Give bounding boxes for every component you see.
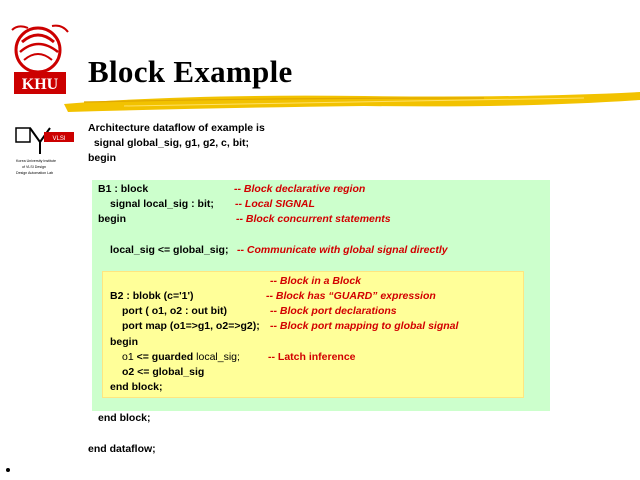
signal-line: signal global_sig, g1, g2, c, bit; bbox=[88, 137, 250, 149]
portmap-line: port map (o1=>g1, o2=>g2); bbox=[122, 320, 260, 332]
portmap-comment: -- Block port mapping to global signal bbox=[270, 320, 459, 332]
o1-assign-op: <= guarded bbox=[136, 351, 197, 363]
b1-comment: -- Block declarative region bbox=[234, 183, 366, 195]
o2-line: o2 <= global_sig bbox=[122, 366, 205, 378]
b2-label: B2 : blobk (c='1') bbox=[110, 290, 194, 302]
svg-text:VLSI: VLSI bbox=[52, 136, 66, 142]
title-underline-brush bbox=[64, 86, 640, 114]
page-title: Block Example bbox=[88, 54, 293, 89]
o1-o1: o1 bbox=[122, 351, 137, 363]
o1-comment: -- Latch inference bbox=[268, 351, 356, 363]
end-dataflow: end dataflow; bbox=[88, 443, 156, 455]
lab-caption-3: Design Automation Lab bbox=[16, 171, 54, 175]
lab-logo bbox=[14, 124, 76, 180]
o1-line bbox=[122, 351, 240, 364]
b2-comment: -- Block has “GUARD” expression bbox=[266, 290, 436, 302]
lab-caption-1: Korea University Institute bbox=[16, 159, 56, 163]
end-outer-block: end block; bbox=[98, 412, 151, 424]
end-inner-block: end block; bbox=[110, 381, 163, 393]
local-sig-decl: signal local_sig : bit; bbox=[110, 198, 214, 210]
assign-comment: -- Communicate with global signal directly bbox=[237, 244, 448, 256]
lab-caption-2: of VLSI Design bbox=[22, 165, 46, 169]
port-comment: -- Block port declarations bbox=[270, 305, 397, 317]
block-in-block-comment: -- Block in a Block bbox=[270, 275, 362, 287]
local-sig-comment: -- Local SIGNAL bbox=[235, 198, 315, 210]
arch-line: Architecture dataflow of example is bbox=[88, 122, 265, 134]
begin-b1-comment: -- Block concurrent statements bbox=[236, 213, 391, 225]
begin-b2: begin bbox=[110, 336, 138, 348]
corner-dot bbox=[6, 468, 10, 472]
o1-local: local_sig; bbox=[196, 351, 240, 363]
b1-label: B1 : block bbox=[98, 183, 149, 195]
logo-text: KHU bbox=[21, 76, 59, 93]
port-line: port ( o1, o2 : out bit) bbox=[122, 305, 227, 317]
begin-arch: begin bbox=[88, 152, 116, 164]
begin-b1: begin bbox=[98, 213, 126, 225]
assign-line: local_sig <= global_sig; bbox=[110, 244, 229, 256]
